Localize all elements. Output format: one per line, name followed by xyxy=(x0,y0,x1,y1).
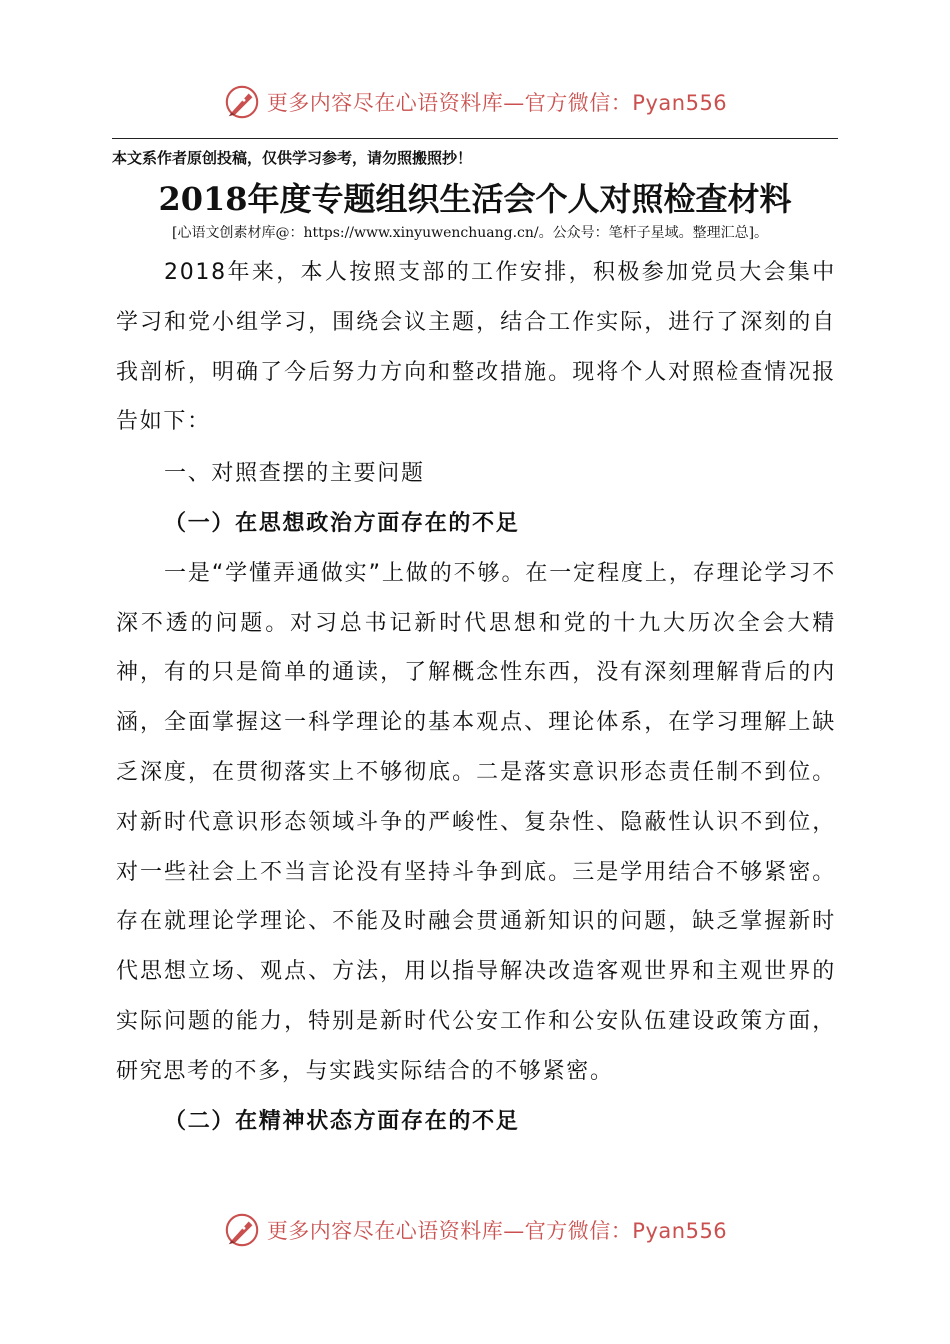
document-title: 2018年度专题组织生活会个人对照检查材料 xyxy=(158,180,792,218)
subsection-heading-2: （二）在精神状态方面存在的不足 xyxy=(164,1108,520,1134)
banner-text: 更多内容尽在心语资料库—官方微信：Pyan556 xyxy=(266,1219,728,1243)
body-paragraph: 一是“学懂弄通做实”上做的不够。在一定程度上，存理论学习不深不透的问题。对习总书记新时代思想和党的十九大历次全会大精神，有的只是简单的通读，了解概念性东西，没有深刻理解背后的内涵，全面掌握这一科学理论的基本观点、理论体系，在学习理解上缺乏深度，在贯彻落实上不够彻底。二是落实意识形态责任制不到位。对新时代意识形态领域斗争的严峻性、复杂性、隐蔽性认识不到位，对一些社会上不当言论没有坚持斗争到底。三是学用结合不够紧密。存在就理论学理论、不能及时融会贯通新知识的问题，缺乏掌握新时代思想立场、观点、方法，用以指导解决改造客观世界和主观世界的实际问题的能力，特别是新时代公安工作和公安队伍建设政策方面，研究思考的不多，与实践实际结合的不够紧密。 xyxy=(116,560,836,1084)
header-rule xyxy=(112,138,838,139)
source-line: [心语文创素材库@：https://www.xinyuwenchuang.cn/。公众号：笔杆子星域。整理汇总]。 xyxy=(172,225,769,241)
intro-paragraph: 2018年来，本人按照支部的工作安排，积极参加党员大会集中学习和党小组学习，围绕会议主题，结合工作实际，进行了深刻的自我剖析，明确了今后努力方向和整改措施。现将个人对照检查情况报告如下： xyxy=(116,260,836,435)
pen-nib-logo-icon xyxy=(223,1211,261,1249)
footer-banner xyxy=(0,1210,950,1250)
document-body xyxy=(116,248,836,1146)
copyright-notice: 本文系作者原创投稿，仅供学习参考，请勿照搬照抄！ xyxy=(112,149,473,167)
pen-nib-logo-icon xyxy=(223,83,261,121)
header-banner xyxy=(0,82,950,122)
banner-text: 更多内容尽在心语资料库—官方微信：Pyan556 xyxy=(266,91,728,115)
section-heading: 一、对照查摆的主要问题 xyxy=(164,461,425,487)
subsection-heading-1: （一）在思想政治方面存在的不足 xyxy=(164,510,520,536)
